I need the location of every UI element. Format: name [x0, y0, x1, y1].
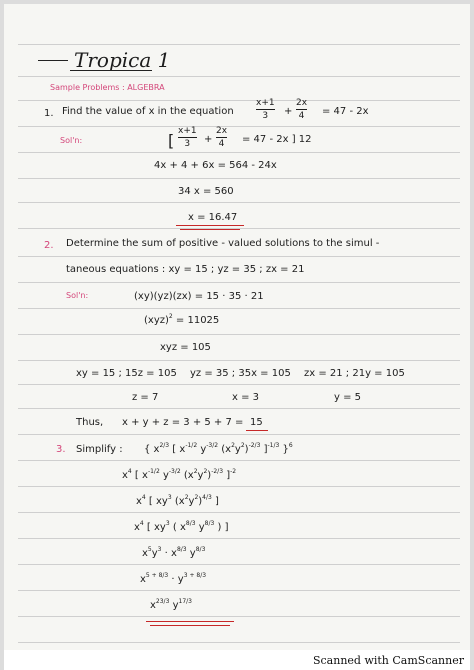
expression-part: y — [159, 470, 169, 481]
exponent: 8/3 — [185, 520, 196, 527]
solution-step-3: 34 x = 560 — [178, 186, 234, 197]
expression-part: [ xy — [145, 496, 168, 507]
ruled-line — [18, 76, 460, 77]
expression-part: [ x — [169, 444, 186, 455]
scanner-watermark: Scanned with CamScanner — [312, 654, 464, 667]
problem-1-fraction-1 — [256, 98, 275, 121]
expression-part: y — [234, 444, 241, 455]
expression-part: y — [195, 522, 205, 533]
thus-label: Thus, — [76, 417, 104, 428]
ruled-line — [18, 100, 460, 101]
fraction-bar — [216, 137, 227, 138]
ruled-line — [18, 308, 460, 309]
exponent: 4 — [139, 520, 144, 527]
expression-part: ] — [221, 522, 229, 533]
simplify-step — [150, 600, 192, 613]
expression-part: [ xy — [143, 522, 166, 533]
exponent: 4/3 — [202, 494, 212, 501]
exponent: 4 — [127, 468, 132, 475]
problem-2-answer: 15 — [250, 417, 263, 428]
expression-part: } — [279, 444, 289, 455]
expression-part: ] — [260, 444, 268, 455]
equals-value: = 11025 — [175, 315, 220, 326]
solution-step-4b: yz = 35 ; 35x = 105 — [190, 368, 291, 379]
problem-3-label: Simplify : — [76, 444, 123, 455]
solution-step-4c: zx = 21 ; 21y = 105 — [304, 368, 405, 379]
expression-part: (x — [171, 496, 185, 507]
exponent: -2 — [230, 468, 237, 475]
page-title: Tropica 1 — [74, 48, 171, 72]
ruled-line — [18, 152, 460, 153]
solution-step-2: 4x + 4 + 6x = 564 - 24x — [154, 160, 277, 171]
expression-part: y — [151, 548, 158, 559]
expression-part: ) — [198, 496, 203, 507]
expression-part: x — [142, 548, 148, 559]
expression-part: (x — [180, 470, 194, 481]
exponent: 8/3 — [176, 546, 187, 553]
expression-part: ] — [211, 496, 219, 507]
ruled-line — [18, 434, 460, 435]
expression-part: y — [186, 548, 196, 559]
value-y: y = 5 — [334, 392, 362, 403]
exponent: -2/3 — [211, 468, 224, 475]
exponent: 2 — [194, 494, 199, 501]
problem-3-number: 3. — [56, 444, 66, 455]
solution-step-4a: xy = 15 ; 15z = 105 — [76, 368, 177, 379]
exponent: 23/3 — [155, 598, 170, 605]
bracket-open: [ — [168, 131, 175, 150]
exponent: 3 — [167, 494, 172, 501]
value-z: z = 7 — [132, 392, 159, 403]
expression-part: y — [188, 496, 195, 507]
ruled-line — [18, 538, 460, 539]
solution-step-2 — [144, 315, 219, 328]
simplify-step — [122, 470, 236, 483]
plus-sign: + — [284, 106, 293, 117]
problem-1-question: Find the value of x in the equation — [62, 106, 234, 117]
solution-label: Sol'n: — [60, 136, 83, 145]
expression-part: y — [197, 470, 204, 481]
expression-part: x — [150, 600, 156, 611]
expression-part: y — [169, 600, 179, 611]
solution-step-1-rest: = 47 - 2x ] 12 — [242, 134, 312, 145]
ruled-line — [18, 334, 460, 335]
expression-part: · x — [161, 548, 177, 559]
fraction-numerator: x+1 — [256, 98, 275, 108]
plus-sign: + — [204, 134, 213, 145]
answer-underline — [180, 229, 240, 230]
problem-2-question-line-1: Determine the sum of positive - valued solutions to the simul - — [66, 238, 380, 249]
expression-part: [ x — [131, 470, 148, 481]
exponent: 6 — [288, 442, 293, 449]
expression-part: ( x — [169, 522, 186, 533]
fraction-bar — [178, 137, 197, 138]
exponent: -1/3 — [267, 442, 280, 449]
exponent: 2 — [240, 442, 245, 449]
ruled-line — [18, 126, 460, 127]
answer-underline — [246, 430, 268, 431]
solution-fraction-2 — [216, 126, 227, 149]
simplify-step — [144, 444, 293, 457]
expression-part: (x — [218, 444, 232, 455]
problem-1-fraction-2 — [296, 98, 307, 121]
ruled-line — [18, 408, 460, 409]
solution-fraction-1 — [178, 126, 197, 149]
fraction-numerator: x+1 — [178, 126, 197, 136]
ruled-line — [18, 256, 460, 257]
subtitle: Sample Problems : ALGEBRA — [50, 83, 165, 92]
expression-part: ) — [244, 444, 249, 455]
exponent: 2 — [203, 468, 208, 475]
ruled-line — [18, 512, 460, 513]
solution-step-1: (xy)(yz)(zx) = 15 · 35 · 21 — [134, 291, 264, 302]
exponent: 2 — [193, 468, 198, 475]
exponent: 2 — [168, 313, 173, 320]
fraction-denominator: 4 — [218, 139, 225, 149]
answer-underline — [150, 625, 230, 626]
fraction-denominator: 3 — [262, 111, 269, 121]
ruled-line — [18, 616, 460, 617]
exponent: 2 — [184, 494, 189, 501]
ruled-line — [18, 564, 460, 565]
exponent: 17/3 — [178, 598, 192, 605]
exponent: 2/3 — [159, 442, 170, 449]
answer-underline — [176, 225, 244, 226]
ruled-line — [18, 642, 460, 643]
simplify-step — [134, 522, 228, 535]
expression-part: x — [140, 574, 146, 585]
solution-step-3: xyz = 105 — [160, 342, 211, 353]
problem-2-number: 2. — [44, 240, 54, 251]
fraction-numerator: 2x — [296, 98, 308, 108]
fraction-bar — [256, 109, 275, 110]
expression-part: { x — [144, 444, 160, 455]
ruled-line — [18, 178, 460, 179]
expression-part: ) — [207, 470, 212, 481]
expression-part: x — [122, 470, 128, 481]
exponent: 3 — [165, 520, 170, 527]
fraction-denominator: 4 — [298, 111, 305, 121]
ruled-line — [18, 202, 460, 203]
expression-part: x — [136, 496, 142, 507]
exponent: 2 — [231, 442, 235, 449]
exponent: 3 — [157, 546, 162, 553]
expression-part: ) — [214, 522, 222, 533]
problem-1-rhs: = 47 - 2x — [322, 106, 369, 117]
expression-part: y — [197, 444, 207, 455]
ruled-line — [18, 282, 460, 283]
ruled-line — [18, 460, 460, 461]
simplify-step — [136, 496, 219, 509]
expression-part: · y — [168, 574, 184, 585]
sum-equation: x + y + z = 3 + 5 + 7 = — [122, 417, 244, 428]
ruled-line — [18, 360, 460, 361]
simplify-step — [142, 548, 205, 561]
fraction-bar — [296, 109, 307, 110]
ruled-line — [18, 590, 460, 591]
exponent: 5 — [147, 546, 152, 553]
exponent: 8/3 — [195, 546, 206, 553]
xyz-base: (xyz) — [144, 315, 169, 326]
notebook-page — [4, 4, 470, 650]
title-underline — [70, 70, 152, 71]
exponent: 5 + 8/3 — [145, 572, 169, 579]
value-x: x = 3 — [232, 392, 260, 403]
exponent: -2/3 — [248, 442, 261, 449]
expression-part: x — [134, 522, 140, 533]
problem-1-number: 1. — [44, 108, 54, 119]
exponent: -1/2 — [185, 442, 198, 449]
expression-part: ] — [223, 470, 231, 481]
exponent: -1/2 — [147, 468, 160, 475]
fraction-numerator: 2x — [216, 126, 228, 136]
ruled-line — [18, 486, 460, 487]
solution-label: Sol'n: — [66, 291, 89, 300]
problem-1-answer: x = 16.47 — [188, 212, 238, 223]
simplify-step — [140, 574, 206, 587]
scanner-footer — [4, 650, 470, 670]
fraction-denominator: 3 — [184, 139, 191, 149]
ruled-line — [18, 44, 460, 45]
exponent: -3/2 — [206, 442, 219, 449]
exponent: -3/2 — [168, 468, 181, 475]
title-dash — [38, 60, 68, 61]
exponent: 4 — [141, 494, 146, 501]
answer-underline — [146, 621, 234, 622]
problem-2-question-line-2: taneous equations : xy = 15 ; yz = 35 ; zx = 21 — [66, 264, 305, 275]
ruled-line — [18, 384, 460, 385]
exponent: 8/3 — [204, 520, 215, 527]
exponent: 3 + 8/3 — [183, 572, 207, 579]
